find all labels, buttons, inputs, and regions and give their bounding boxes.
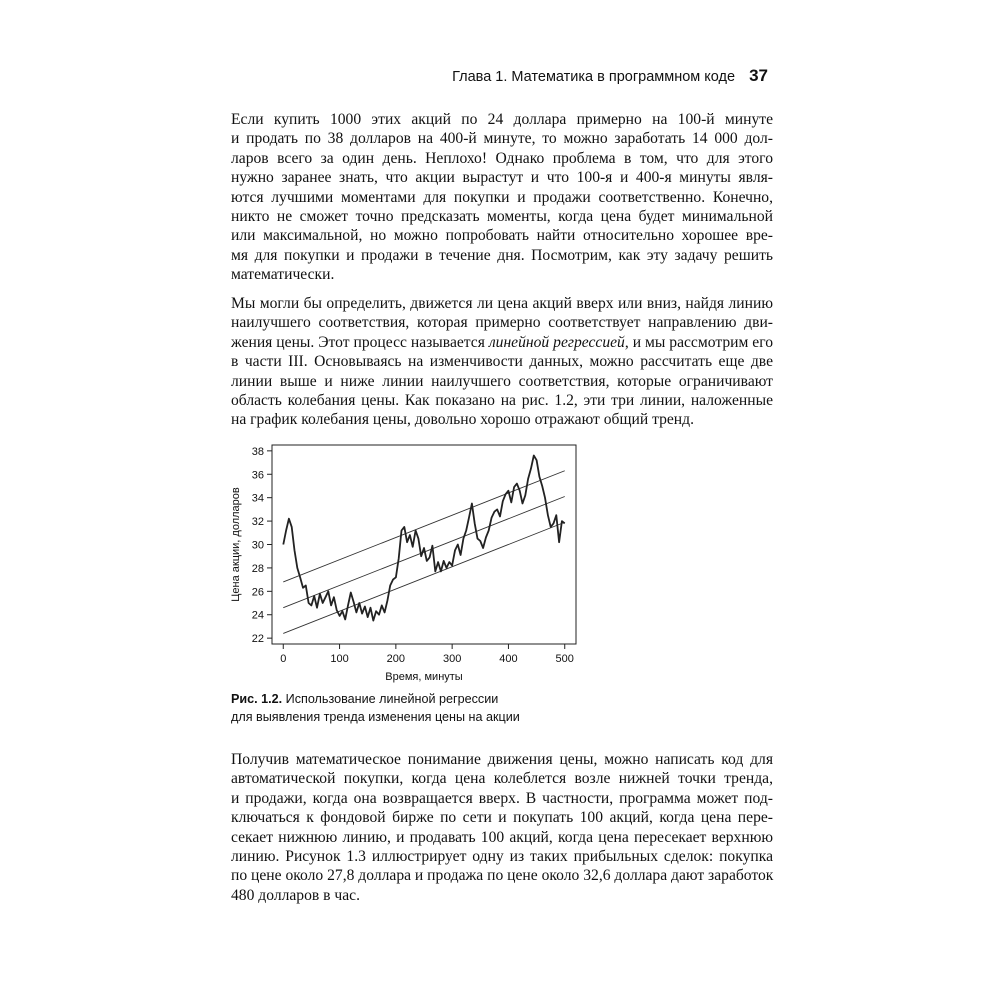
- x-tick-label: 100: [330, 653, 349, 665]
- regression-chart: [224, 440, 584, 685]
- x-axis-label: Время, минуты: [385, 671, 463, 683]
- y-tick-label: 28: [251, 562, 264, 575]
- text-line: секает нижнюю линию, и продавать 100 акций, когда цена пересекает верхнюю: [231, 828, 773, 846]
- text-line: и продажи, когда она возвращается вверх. В частности, программа может под-: [231, 789, 773, 807]
- text-line: и продать по 38 долларов на 400-й минуте, то можно заработать 14 000 дол-: [231, 130, 773, 148]
- text-line: на график колебания цены, довольно хорошо отражают общий тренд.: [231, 411, 694, 429]
- text-line: или максимальной, но можно попробовать найти относительно хорошее вре-: [231, 227, 773, 245]
- text-fragment: , и мы рассмотрим его: [624, 333, 774, 351]
- y-tick-label: 22: [251, 633, 264, 646]
- text-line: ларов всего за один день. Неплохо! Однако проблема в том, что для этого: [231, 149, 773, 167]
- text-line: ключаться к фондовой бирже по сети и покупать 100 акций, когда цена пере-: [231, 809, 773, 827]
- text-line: мя для покупки и продажи в течение дня. Посмотрим, как эту задачу решить: [231, 246, 773, 264]
- text-line: 480 долларов в час.: [231, 886, 360, 904]
- text-line: линии выше и ниже линии наилучшего соответствия, которые ограничивают: [231, 372, 773, 390]
- text-line: в части III. Основываясь на изменчивости данных, можно рассчитать еще две: [231, 353, 773, 371]
- paragraph-3: [231, 750, 773, 905]
- text-line: Мы могли бы определить, движется ли цена акций вверх или вниз, найдя линию: [231, 295, 773, 312]
- term-linear-regression: линейной регрессией: [488, 333, 625, 351]
- y-tick-label: 24: [251, 609, 264, 622]
- y-axis-label: Цена акции, долларов: [230, 487, 242, 602]
- trend-line-lower: [283, 522, 564, 633]
- paragraph-2: [231, 294, 773, 430]
- text-line: математически.: [231, 266, 335, 284]
- text-line: по цене около 27,8 доллара и продажа по цене около 32,6 доллара дают заработок: [231, 867, 774, 885]
- text-line-with-term: [231, 333, 773, 352]
- x-tick-label: 400: [499, 653, 518, 665]
- text-line: Получив математическое понимание движения цены, можно написать код для: [231, 751, 773, 768]
- y-tick-label: 32: [251, 516, 264, 529]
- text-line: линию. Рисунок 1.3 иллюстрирует одну из таких прибыльных сделок: покупка: [231, 848, 773, 866]
- y-tick-label: 38: [251, 445, 264, 458]
- y-tick-label: 30: [251, 539, 264, 552]
- running-head: [230, 66, 768, 86]
- page-number: 37: [749, 66, 768, 85]
- text-line: Если купить 1000 этих акций по 24 доллара примерно на 100-й минуте: [231, 111, 773, 128]
- text-line: нужно заранее знать, что акции вырастут и что 100-я и 400-я минуты явля-: [231, 169, 773, 187]
- trend-line-upper: [283, 471, 564, 582]
- x-tick-label: 200: [386, 653, 406, 665]
- y-tick-label: 34: [251, 492, 264, 505]
- caption-line: [231, 691, 651, 709]
- paragraph-1: [231, 110, 773, 285]
- caption-line-2: для выявления тренда изменения цены на акции: [231, 709, 520, 724]
- y-tick-label: 26: [251, 586, 264, 599]
- chapter-title: Глава 1. Математика в программном коде: [452, 69, 736, 85]
- text-line: область колебания цены. Как показано на рис. 1.2, эти три линии, наложенные: [231, 392, 773, 410]
- text-line: ются лучшими моментами для покупки и продажи соответственно. Конечно,: [231, 188, 773, 206]
- text-line: никто не сможет точно предсказать моменты, когда цена будет минимальной: [231, 208, 773, 226]
- y-tick-label: 36: [251, 469, 264, 482]
- text-line: наилучшего соответствия, которая примерно соответствует направлению дви-: [231, 314, 773, 332]
- figure-label: Рис. 1.2.: [231, 692, 283, 706]
- text-fragment: жения цены. Этот процесс называется: [231, 333, 489, 351]
- figure-caption: [231, 691, 651, 726]
- text-line: автоматической покупки, когда цена колеблется возле нижней точки тренда,: [231, 770, 773, 788]
- caption-text: Использование линейной регрессии: [282, 692, 499, 706]
- x-tick-label: 300: [442, 653, 462, 665]
- x-tick-label: 0: [280, 653, 287, 665]
- price-series-line: [283, 456, 564, 621]
- plot-frame: [272, 445, 576, 644]
- x-tick-label: 500: [555, 653, 574, 665]
